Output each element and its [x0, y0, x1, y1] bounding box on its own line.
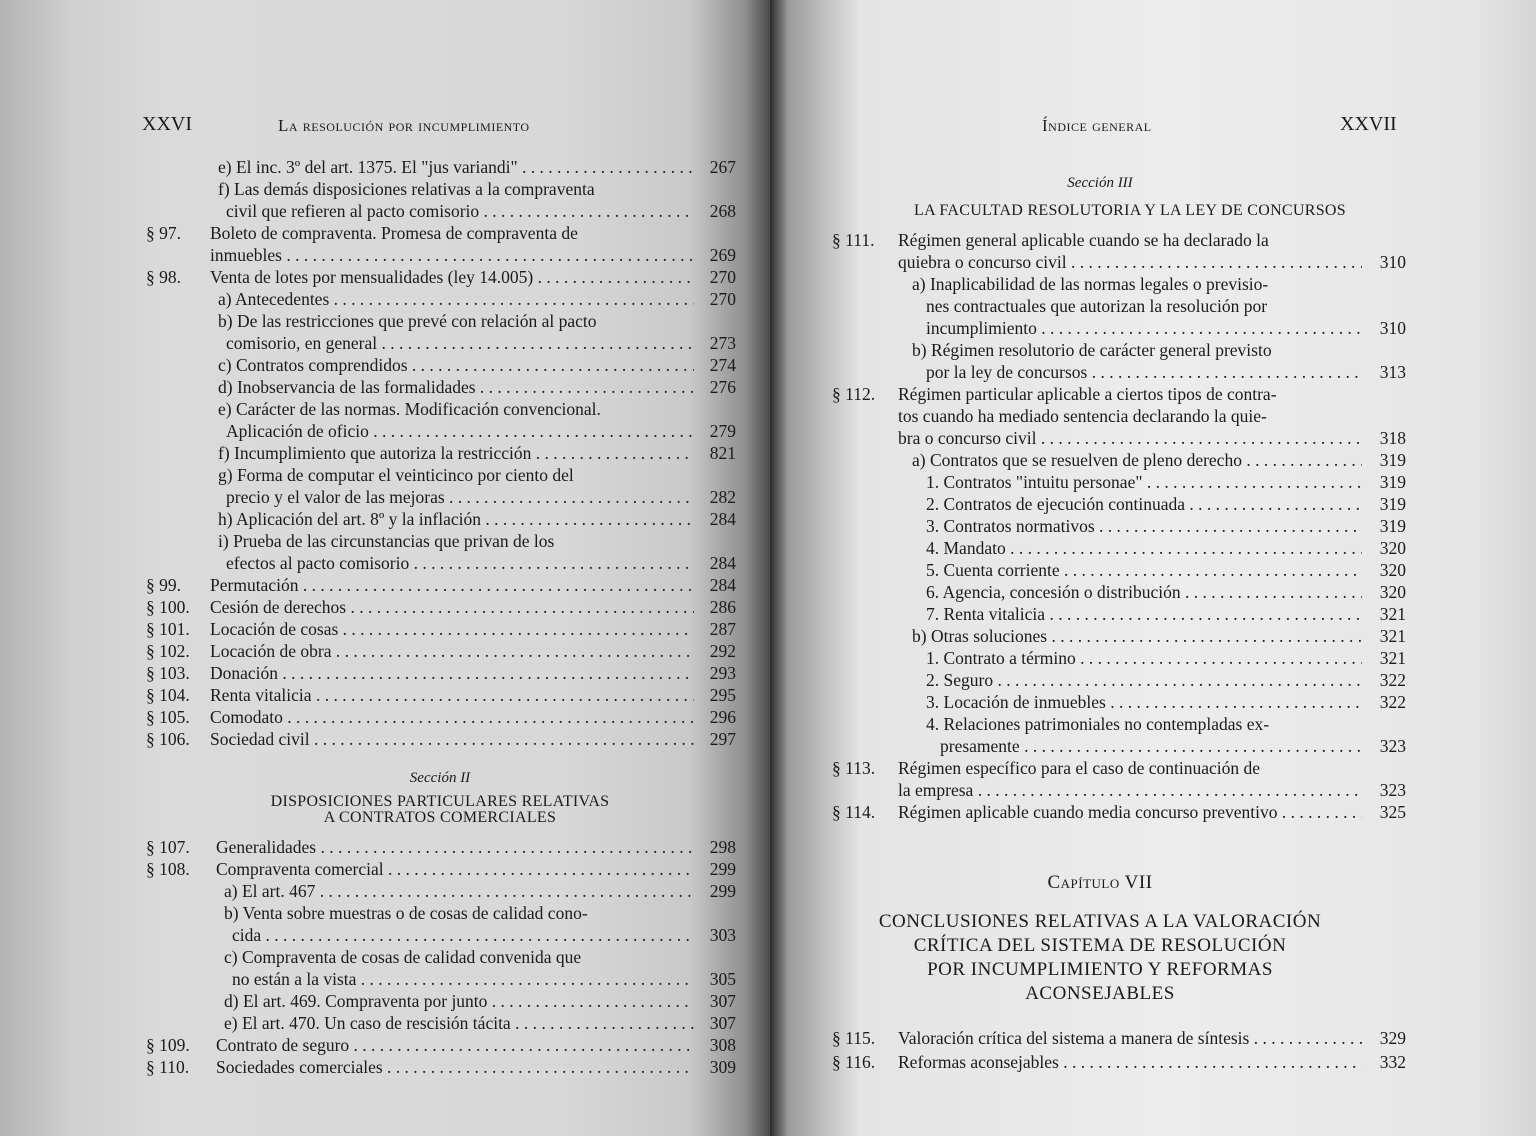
toc-entry-title: f) Las demás disposiciones relativas a la compraventa: [218, 179, 595, 199]
toc-page-number: 284: [709, 575, 736, 595]
toc-entry: [832, 735, 1406, 757]
toc-entry: [832, 317, 1406, 339]
toc-entry: [146, 706, 736, 728]
toc-entry: [146, 200, 736, 222]
toc-entry-title: e) Carácter de las normas. Modificación convencional.: [218, 399, 601, 419]
toc-entry-title: d) Inobservancia de las formalidades . . .: [218, 376, 694, 398]
toc-page-number: 821: [709, 443, 736, 463]
toc-page-number: 303: [709, 925, 736, 945]
toc-entry: [146, 640, 736, 662]
toc-page-number: 296: [709, 707, 736, 727]
toc-page-number: 293: [709, 663, 736, 683]
toc-entry: [146, 662, 736, 684]
toc-entry-title: bra o concurso civil . . .: [898, 427, 1362, 449]
toc-entry-title: 1. Contrato a término . . .: [926, 647, 1362, 669]
toc-entry: [832, 339, 1406, 361]
toc-entry: [832, 361, 1406, 383]
toc-entry: [146, 420, 736, 442]
toc-entry: [832, 757, 1406, 779]
toc-entry-title: Boleto de compraventa. Promesa de compraventa de: [210, 223, 578, 243]
toc-page-number: 319: [1379, 494, 1406, 514]
toc-entry: [146, 902, 736, 924]
toc-entry-title: i) Prueba de las circunstancias que privan de los: [218, 531, 555, 551]
toc-entry-title: Venta de lotes por mensualidades (ley 14.005) . . .: [210, 266, 694, 288]
toc-entry-title: b) Venta sobre muestras o de cosas de calidad cono-: [224, 903, 588, 923]
right-page-number: XXVII: [1340, 113, 1397, 135]
toc-entry: [146, 880, 736, 902]
toc-page-number: 318: [1379, 428, 1406, 448]
toc-page-number: 320: [1379, 582, 1406, 602]
toc-page-number: 298: [709, 837, 736, 857]
toc-page-number: 297: [709, 729, 736, 749]
toc-entry-title: Locación de obra . . .: [210, 640, 694, 662]
section-3-title: LA FACULTAD RESOLUTORIA Y LA LEY DE CONCURSOS: [914, 202, 1346, 219]
toc-section-number: § 102.: [146, 641, 190, 661]
toc-page-number: 322: [1379, 692, 1406, 712]
toc-entry-title: a) Inaplicabilidad de las normas legales o previsio-: [912, 274, 1269, 294]
toc-page-number: 299: [709, 859, 736, 879]
toc-entry-title: inmuebles . . .: [210, 244, 694, 266]
toc-page-number: 287: [709, 619, 736, 639]
toc-entry-title: e) El inc. 3º del art. 1375. El "jus variandi" . . .: [218, 156, 694, 178]
toc-entry-title: h) Aplicación del art. 8º y la inflación . . .: [218, 508, 694, 530]
toc-entry-title: c) Contratos comprendidos . . .: [218, 354, 694, 376]
toc-entry: [832, 273, 1406, 295]
toc-entry-title: Renta vitalicia . . .: [210, 684, 694, 706]
toc-entry: [146, 946, 736, 968]
left-page-number: XXVI: [142, 113, 192, 135]
toc-entry: [146, 858, 736, 880]
toc-entry-title: a) Antecedentes . . .: [218, 288, 694, 310]
toc-page-number: 319: [1379, 472, 1406, 492]
toc-entry: [146, 1012, 736, 1034]
toc-entry-title: Valoración crítica del sistema a manera de síntesis . . .: [898, 1027, 1362, 1049]
toc-page-number: 305: [709, 969, 736, 989]
toc-page-number: 267: [709, 157, 736, 177]
toc-entry-title: 4. Mandato . . .: [926, 537, 1362, 559]
toc-page-number: 286: [709, 597, 736, 617]
toc-section-number: § 104.: [146, 685, 190, 705]
toc-entry: [146, 310, 736, 332]
toc-entry: [832, 251, 1406, 273]
toc-entry: [832, 801, 1406, 823]
toc-section-number: § 97.: [146, 223, 181, 243]
toc-page-number: 308: [709, 1035, 736, 1055]
toc-entry: [146, 178, 736, 200]
toc-entry: [146, 924, 736, 946]
toc-page-number: 274: [709, 355, 736, 375]
toc-entry: [146, 508, 736, 530]
toc-entry-title: e) El art. 470. Un caso de rescisión tácita . . .: [224, 1012, 694, 1034]
toc-page-number: 323: [1379, 736, 1406, 756]
toc-entry: [832, 427, 1406, 449]
toc-page-number: 322: [1379, 670, 1406, 690]
toc-entry-title: 7. Renta vitalicia . . .: [926, 603, 1362, 625]
toc-entry-title: Compraventa comercial . . .: [216, 858, 694, 880]
toc-entry: [146, 156, 736, 178]
toc-entry-title: a) El art. 467 . . .: [224, 880, 694, 902]
toc-entry: [832, 713, 1406, 735]
toc-entry-title: Aplicación de oficio . . .: [226, 420, 694, 442]
toc-page-number: 320: [1379, 560, 1406, 580]
toc-entry-title: Sociedad civil . . .: [210, 728, 694, 750]
toc-entry-title: cida . . .: [232, 924, 694, 946]
toc-entry-title: nes contractuales que autorizan la resolución por: [926, 296, 1268, 316]
toc-page-number: 310: [1379, 318, 1406, 338]
toc-entry: [146, 376, 736, 398]
toc-section-number: § 98.: [146, 267, 181, 287]
toc-section-number: § 115.: [832, 1028, 876, 1048]
toc-page-number: 269: [709, 245, 736, 265]
toc-entry: [146, 1034, 736, 1056]
toc-entry-title: 2. Contratos de ejecución continuada . . .: [926, 493, 1362, 515]
toc-page-number: 319: [1379, 450, 1406, 470]
toc-section-number: § 107.: [146, 837, 190, 857]
toc-entry: [832, 405, 1406, 427]
toc-entry: [146, 574, 736, 596]
toc-entry-title: incumplimiento . . .: [926, 317, 1362, 339]
toc-entry-title: 2. Seguro . . .: [926, 669, 1362, 691]
toc-page-number: 329: [1379, 1028, 1406, 1048]
toc-section-number: § 112.: [832, 384, 876, 404]
toc-entry: [832, 383, 1406, 405]
toc-entry-title: no están a la vista . . .: [232, 968, 694, 990]
toc-entry: [832, 625, 1406, 647]
toc-page-number: 295: [709, 685, 736, 705]
toc-entry: [832, 669, 1406, 691]
toc-entry-title: b) Otras soluciones . . .: [912, 625, 1362, 647]
toc-entry: [146, 464, 736, 486]
toc-entry-title: 1. Contratos "intuitu personae" . . .: [926, 471, 1362, 493]
toc-section-number: § 114.: [832, 802, 876, 822]
toc-entry: [146, 836, 736, 858]
toc-section-number: § 105.: [146, 707, 190, 727]
toc-page-number: 268: [709, 201, 736, 221]
toc-section-number: § 113.: [832, 758, 876, 778]
toc-section-number: § 106.: [146, 729, 190, 749]
toc-entry: [146, 552, 736, 574]
chapter-7-title-line-4: ACONSEJABLES: [1025, 983, 1175, 1004]
toc-entry-title: Régimen específico para el caso de continuación de: [898, 758, 1260, 778]
toc-page-number: 292: [709, 641, 736, 661]
toc-entry-title: g) Forma de computar el veinticinco por ciento del: [218, 465, 574, 485]
toc-section-number: § 116.: [832, 1052, 876, 1072]
toc-entry-title: f) Incumplimiento que autoriza la restricción . . .: [218, 442, 694, 464]
toc-page-number: 320: [1379, 538, 1406, 558]
toc-section-number: § 111.: [832, 230, 875, 250]
section-2-title-line-1: DISPOSICIONES PARTICULARES RELATIVAS: [270, 793, 610, 810]
toc-entry: [146, 618, 736, 640]
toc-entry-title: d) El art. 469. Compraventa por junto . . .: [224, 990, 694, 1012]
toc-entry-title: civil que refieren al pacto comisorio . . .: [226, 200, 694, 222]
toc-page-number: 276: [709, 377, 736, 397]
section-2-title-line-2: A CONTRATOS COMERCIALES: [323, 809, 557, 826]
toc-entry: [146, 222, 736, 244]
toc-entry-title: b) De las restricciones que prevé con relación al pacto: [218, 311, 597, 331]
toc-page-number: 325: [1379, 802, 1406, 822]
toc-page-number: 273: [709, 333, 736, 353]
toc-entry: [832, 691, 1406, 713]
toc-entry: [146, 1056, 736, 1078]
toc-entry-title: 4. Relaciones patrimoniales no contempladas ex-: [926, 714, 1270, 734]
toc-entry-title: Reformas aconsejables . . .: [898, 1051, 1362, 1073]
toc-page-number: 313: [1379, 362, 1406, 382]
right-page: [770, 0, 1536, 1136]
toc-page-number: 270: [709, 289, 736, 309]
toc-page-number: 310: [1379, 252, 1406, 272]
toc-entry-title: la empresa . . .: [898, 779, 1362, 801]
toc-entry: [832, 779, 1406, 801]
toc-page-number: 309: [709, 1057, 736, 1077]
toc-section-number: § 109.: [146, 1035, 190, 1055]
right-running-header: Índice general: [1042, 116, 1152, 135]
toc-entry: [832, 581, 1406, 603]
toc-entry-title: 6. Agencia, concesión o distribución . . .: [926, 581, 1362, 603]
left-running-header: La resolución por incumplimiento: [278, 116, 530, 135]
toc-entry: [832, 295, 1406, 317]
toc-entry: [146, 398, 736, 420]
toc-entry: [146, 442, 736, 464]
toc-section-number: § 100.: [146, 597, 190, 617]
toc-entry: [146, 266, 736, 288]
toc-entry-title: por la ley de concursos . . .: [926, 361, 1362, 383]
toc-entry-title: quiebra o concurso civil . . .: [898, 251, 1362, 273]
toc-entry: [146, 596, 736, 618]
toc-entry-title: Generalidades . . .: [216, 836, 694, 858]
toc-entry-title: Cesión de derechos . . .: [210, 596, 694, 618]
toc-entry: [146, 968, 736, 990]
toc-entry-title: Régimen aplicable cuando media concurso preventivo . . .: [898, 801, 1362, 823]
toc-page-number: 284: [709, 553, 736, 573]
toc-entry: [832, 647, 1406, 669]
toc-entry: [832, 1027, 1406, 1049]
toc-entry: [832, 493, 1406, 515]
toc-page-number: 323: [1379, 780, 1406, 800]
chapter-7-title-line-1: CONCLUSIONES RELATIVAS A LA VALORACIÓN: [878, 911, 1322, 932]
toc-entry-title: Sociedades comerciales . . .: [216, 1056, 694, 1078]
toc-entry: [146, 332, 736, 354]
toc-page-number: 321: [1379, 626, 1406, 646]
toc-entry-title: Régimen general aplicable cuando se ha declarado la: [898, 230, 1269, 250]
toc-page-number: 321: [1379, 648, 1406, 668]
chapter-7-title-line-2: CRÍTICA DEL SISTEMA DE RESOLUCIÓN: [913, 935, 1287, 956]
toc-entry: [832, 449, 1406, 471]
toc-section-number: § 110.: [146, 1057, 190, 1077]
toc-entry: [146, 530, 736, 552]
toc-entry-title: efectos al pacto comisorio . . .: [226, 552, 694, 574]
toc-page-number: 332: [1379, 1052, 1406, 1072]
toc-entry: [146, 486, 736, 508]
toc-entry: [832, 229, 1406, 251]
toc-entry-title: comisorio, en general . . .: [226, 332, 694, 354]
section-2-label: Sección II: [409, 770, 471, 786]
toc-entry-title: c) Compraventa de cosas de calidad convenida que: [224, 947, 582, 967]
toc-entry: [146, 354, 736, 376]
toc-entry-title: Donación . . .: [210, 662, 694, 684]
toc-page-number: 307: [709, 1013, 736, 1033]
toc-entry-title: 3. Contratos normativos . . .: [926, 515, 1362, 537]
toc-entry-title: presamente . . .: [940, 735, 1362, 757]
toc-entry: [832, 537, 1406, 559]
toc-section-number: § 108.: [146, 859, 190, 879]
toc-entry-title: a) Contratos que se resuelven de pleno derecho . . .: [912, 449, 1362, 471]
toc-entry: [146, 244, 736, 266]
toc-entry-title: Comodato . . .: [210, 706, 694, 728]
toc-entry: [832, 471, 1406, 493]
toc-entry-title: Contrato de seguro . . .: [216, 1034, 694, 1056]
toc-page-number: 282: [709, 487, 736, 507]
toc-page-number: 299: [709, 881, 736, 901]
toc-entry-title: tos cuando ha mediado sentencia declarando la quie-: [898, 406, 1267, 426]
toc-entry-title: Régimen particular aplicable a ciertos tipos de contra-: [898, 384, 1277, 404]
toc-entry-title: precio y el valor de las mejoras . . .: [226, 486, 694, 508]
toc-page-number: 279: [709, 421, 736, 441]
toc-page-number: 284: [709, 509, 736, 529]
toc-page-number: 321: [1379, 604, 1406, 624]
toc-page-number: 270: [709, 267, 736, 287]
toc-entry-title: b) Régimen resolutorio de carácter general previsto: [912, 340, 1272, 360]
toc-page-number: 319: [1379, 516, 1406, 536]
toc-page-number: 307: [709, 991, 736, 1011]
section-3-label: Sección III: [1067, 175, 1133, 191]
toc-entry-title: 3. Locación de inmuebles . . .: [926, 691, 1362, 713]
toc-entry-title: 5. Cuenta corriente . . .: [926, 559, 1362, 581]
chapter-7-label: Capítulo VII: [1047, 872, 1153, 893]
toc-section-number: § 101.: [146, 619, 190, 639]
toc-entry: [146, 728, 736, 750]
toc-entry: [146, 990, 736, 1012]
toc-entry: [832, 603, 1406, 625]
toc-entry-title: Permutación . . .: [210, 574, 694, 596]
toc-entry: [146, 288, 736, 310]
toc-section-number: § 103.: [146, 663, 190, 683]
toc-entry: [832, 1051, 1406, 1073]
toc-entry-title: Locación de cosas . . .: [210, 618, 694, 640]
chapter-7-title-line-3: POR INCUMPLIMIENTO Y REFORMAS: [927, 959, 1273, 980]
toc-entry: [146, 684, 736, 706]
toc-entry: [832, 559, 1406, 581]
toc-entry: [832, 515, 1406, 537]
toc-section-number: § 99.: [146, 575, 181, 595]
